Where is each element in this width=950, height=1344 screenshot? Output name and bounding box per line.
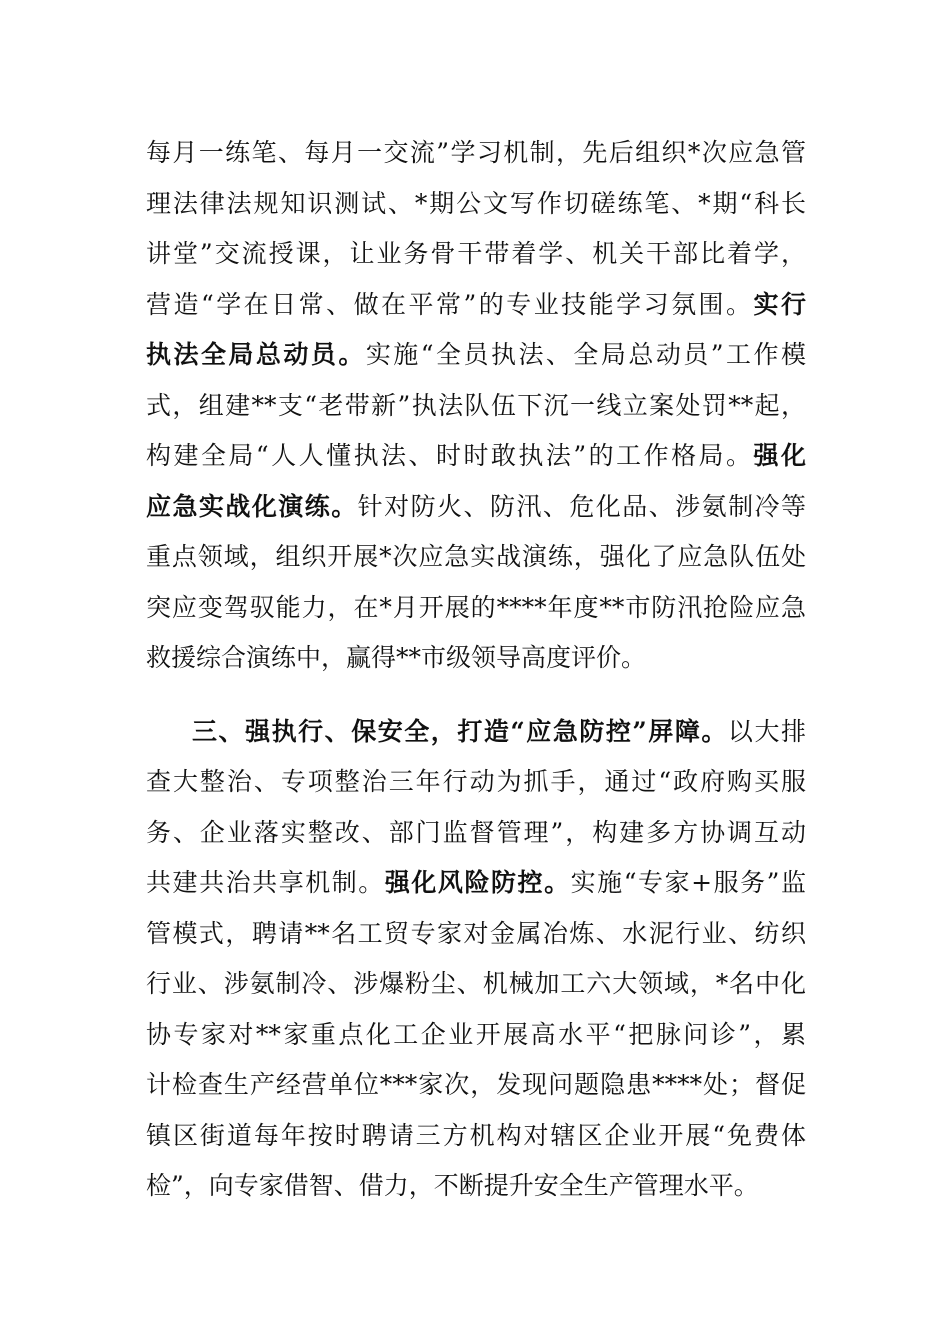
section-heading: 三、强执行、保安全，打造“应急防控”屏障。 [192, 716, 728, 746]
text-line [146, 179, 806, 230]
text-line [146, 858, 806, 909]
text-run: 式，组建**支“老带新”执法队伍下沉一线立案处罚**起， [146, 390, 806, 420]
text-run: 共建共治共享机制。 [146, 868, 385, 897]
text-run: 行业、涉氨制冷、涉爆粉尘、机械加工六大领域，*名中化 [146, 969, 806, 998]
bold-heading-run: 强化 [753, 441, 806, 470]
text-line [146, 1010, 806, 1061]
text-line [146, 280, 806, 331]
text-run: 理法律法规知识测试、*期公文写作切磋练笔、*期“科长 [146, 188, 806, 218]
text-line [146, 532, 806, 583]
text-run: 查大整治、专项整治三年行动为抓手，通过“政府购买服 [146, 767, 806, 796]
bold-heading-run: 应急实战化演练。 [146, 491, 358, 521]
text-run: 针对防火、防汛、危化品、涉氨制冷等 [357, 491, 806, 521]
text-run: 重点领域，组织开展*次应急实战演练，强化了应急队伍处 [146, 542, 806, 571]
text-run: 突应变驾驭能力，在*月开展的****年度**市防汛抢险应急 [146, 592, 806, 622]
text-line [146, 1060, 806, 1111]
text-line [146, 1161, 806, 1212]
text-line [146, 583, 806, 634]
text-line [146, 959, 806, 1010]
bold-heading-run: 实行 [753, 289, 806, 319]
text-line [146, 229, 806, 280]
paragraph-gap [146, 684, 806, 707]
text-run: 营造“学在日常、做在平常”的专业技能学习氛围。 [146, 289, 754, 319]
text-line [146, 808, 806, 859]
text-run: 管模式，聘请**名工贸专家对金属冶炼、水泥行业、纺织 [146, 918, 806, 948]
text-line [146, 381, 806, 432]
bold-heading-run: 强化风险防控。 [384, 868, 571, 897]
text-run: 实施“专家+服务”监 [570, 868, 806, 897]
paragraph [146, 128, 806, 684]
text-line [146, 482, 806, 533]
text-line [146, 909, 806, 960]
text-run: 协专家对**家重点化工企业开展高水平“把脉问诊”，累 [146, 1019, 806, 1049]
text-run: 每月一练笔、每月一交流”学习机制，先后组织*次应急管 [146, 138, 806, 167]
text-run: 检”，向专家借智、借力，不断提升安全生产管理水平。 [146, 1171, 759, 1200]
text-run: 计检查生产经营单位***家次，发现问题隐患****处；督促 [146, 1070, 806, 1099]
text-line [146, 128, 806, 179]
text-run: 务、企业落实整改、部门监督管理”，构建多方协调互动 [146, 817, 806, 847]
text-run: 以大排 [727, 716, 806, 746]
text-run: 讲堂”交流授课，让业务骨干带着学、机关干部比着学， [146, 239, 806, 268]
text-run: 实施“全员执法、全局总动员”工作模 [365, 340, 806, 369]
text-line [146, 431, 806, 482]
text-line [146, 757, 806, 808]
bold-heading-run: 执法全局总动员。 [146, 340, 366, 369]
document-body [146, 128, 806, 1212]
text-line [146, 707, 806, 758]
text-line [146, 330, 806, 381]
text-run: 救援综合演练中，赢得**市级领导高度评价。 [146, 643, 647, 672]
text-line [146, 1111, 806, 1162]
text-run: 镇区街道每年按时聘请三方机构对辖区企业开展“免费体 [146, 1120, 806, 1150]
paragraph [146, 707, 806, 1212]
text-line [146, 633, 806, 684]
text-run: 构建全局“人人懂执法、时时敢执法”的工作格局。 [146, 441, 754, 470]
